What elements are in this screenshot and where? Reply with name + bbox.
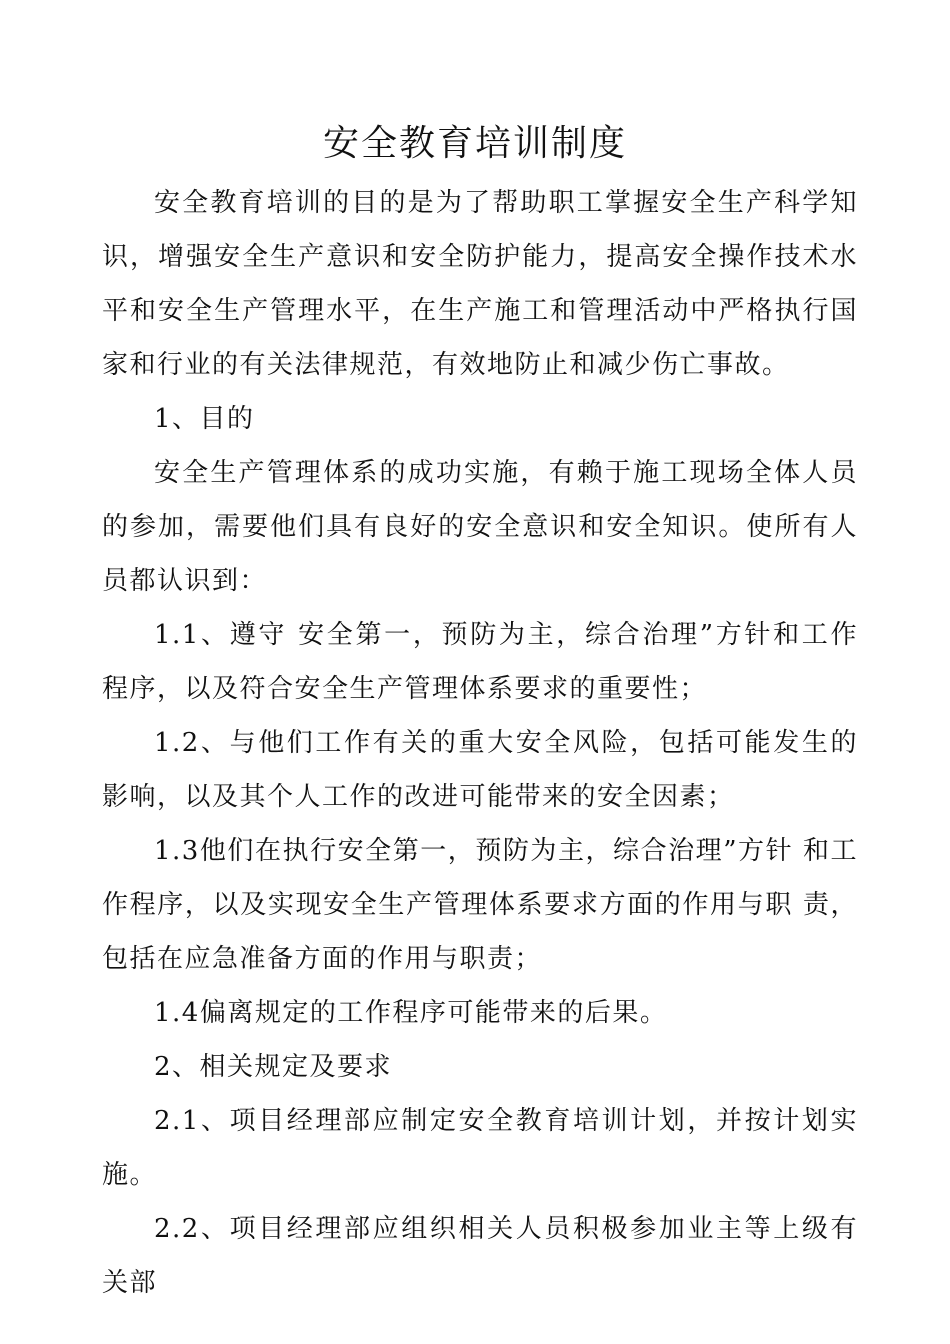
paragraph-item-1-4: 1.4偏离规定的工作程序可能带来的后果。 (154, 998, 668, 1028)
paragraph-item-1-2: 1.2、与他们工作有关的重大安全风险，包括可能发生的 影响，以及其个人工作的改进可能带来的安全因素； (102, 728, 858, 812)
paragraph-item-1-3: 1.3他们在执行安全第一，预防为主，综合治理”方针 和工作程序，以及实现安全生产管理体系要求方面的作用与职 责，包括在应急准备方面的作用与职责； (102, 836, 858, 974)
paragraph-item-2-1: 2.1、项目经理部应制定安全教育培训计划，并按计划实 施。 (102, 1106, 858, 1190)
paragraph-purpose: 安全生产管理体系的成功实施，有赖于施工现场全体人员 的参加，需要他们具有良好的安全意识和安全知识。使所有人 员都认识到： (102, 458, 858, 596)
paragraph-intro: 安全教育培训的目的是为了帮助职工掌握安全生产科学知识，增强安全生产意识和安全防护能力，提高安全操作技术水 平和安全生产管理水平，在生产施工和管理活动中严格执行国 家和行业的有关法律规范，有效地防止和减少伤亡事故。 (102, 188, 858, 380)
document-title: 安全教育培训制度 (322, 123, 627, 164)
heading-purpose: 1、目的 (154, 404, 255, 434)
paragraph-item-1-1: 1.1、遵守 安全第一，预防为主，综合治理”方针和工作 程序，以及符合安全生产管理体系要求的重要性； (102, 620, 858, 704)
document-body (102, 176, 858, 1310)
paragraph-item-2-2: 2.2、项目经理部应组织相关人员积极参加业主等上级有 关部 (102, 1214, 858, 1298)
heading-requirements: 2、相关规定及要求 (154, 1052, 393, 1082)
